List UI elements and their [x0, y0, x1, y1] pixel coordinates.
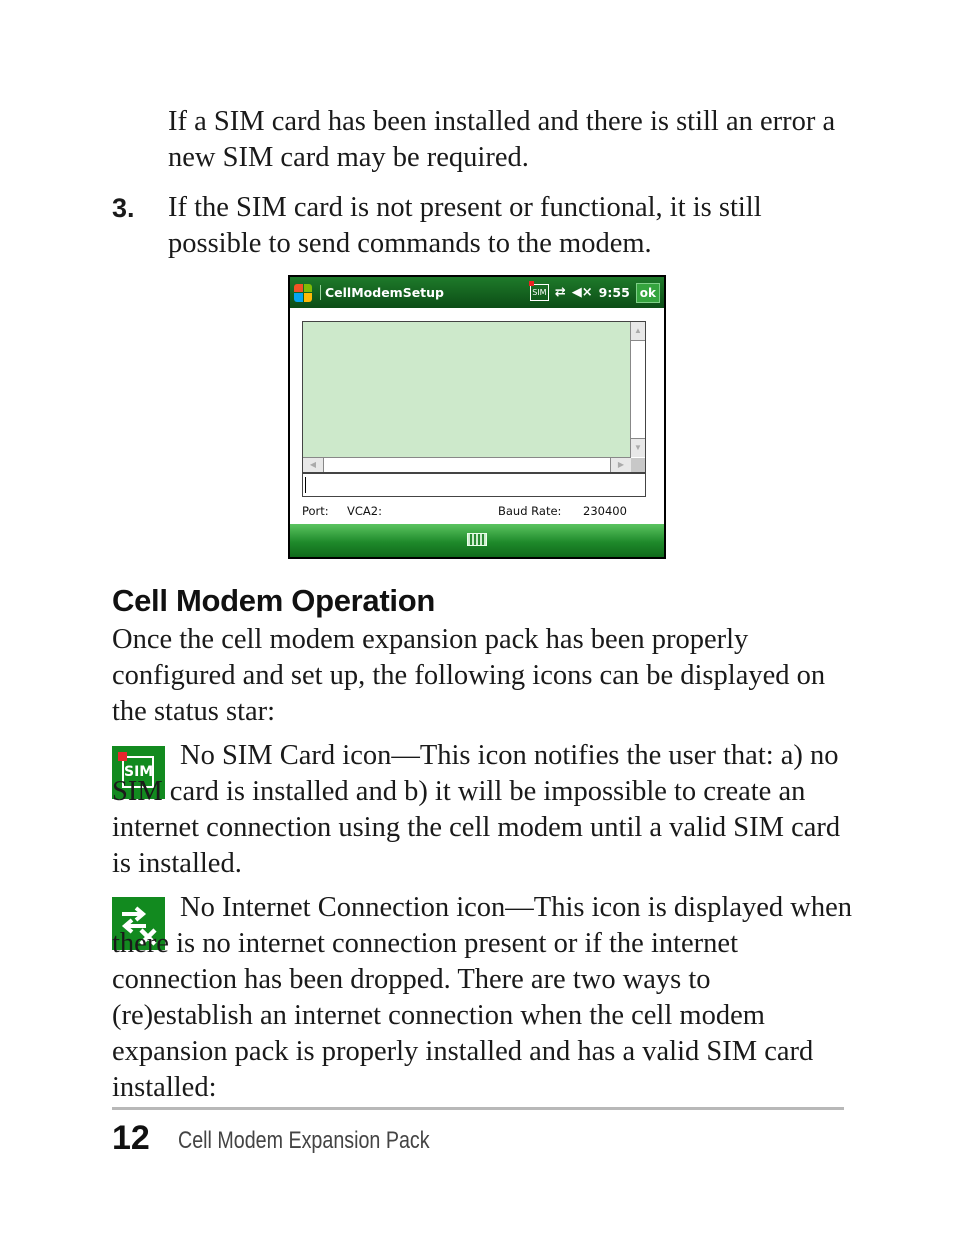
output-text-region — [303, 322, 631, 458]
title-bar — [290, 277, 664, 308]
baud-rate-label: Baud Rate: — [498, 504, 562, 518]
sim-card-label: SIM — [122, 756, 154, 788]
page-number: 12 — [112, 1119, 150, 1157]
no-sim-description: No SIM Card icon—This icon notifies the user that: a) no SIM card is installed and b) it will be impossible to create an internet connection using the cell modem until a valid SIM card is installed. — [112, 740, 841, 879]
scrollbar-corner — [631, 458, 645, 472]
connection-icon[interactable]: ⇄ — [554, 285, 566, 300]
section-heading: Cell Modem Operation — [112, 583, 435, 618]
clock[interactable]: 9:55 — [598, 285, 630, 300]
port-value: VCA2: — [347, 504, 382, 518]
windows-start-icon[interactable] — [294, 284, 312, 302]
soft-key-bar — [290, 524, 664, 557]
scroll-left-icon[interactable]: ◀ — [303, 458, 324, 472]
command-input[interactable] — [302, 473, 646, 497]
title-bar-status — [530, 283, 660, 303]
footer-title: Cell Modem Expansion Pack — [178, 1127, 430, 1154]
baud-rate-value: 230400 — [583, 504, 627, 518]
section-body: Once the cell modem expansion pack has been properly configured and set up, the following icons can be displayed on the status star: — [112, 624, 826, 727]
vertical-scrollbar[interactable] — [630, 322, 645, 472]
no-internet-description: No Internet Connection icon—This icon is displayed when there is no internet connection present or if the internet connection has been dropped. There are two ways to (re)establish an internet connection when the cell modem expansion pack is properly installed and has a valid SIM card installed: — [112, 892, 852, 1103]
step-3-number: 3. — [112, 193, 135, 223]
app-title: CellModemSetup — [320, 285, 444, 300]
ok-button[interactable]: ok — [636, 283, 660, 303]
output-textarea[interactable] — [302, 321, 646, 473]
scroll-up-icon[interactable]: ▲ — [631, 322, 645, 341]
scroll-right-icon[interactable]: ▶ — [610, 458, 631, 472]
speaker-icon[interactable]: ◀× — [571, 285, 593, 300]
step-intro-paragraph: If a SIM card has been installed and there is still an error a new SIM card may be required. — [168, 106, 836, 173]
app-client-area — [290, 308, 664, 524]
sim-icon[interactable]: SIM — [530, 284, 549, 301]
step-3-text: If the SIM card is not present or functional, it is still possible to send commands to the modem. — [168, 192, 762, 259]
port-label: Port: — [302, 504, 329, 518]
footer-divider — [112, 1107, 844, 1110]
horizontal-scrollbar[interactable] — [303, 457, 631, 472]
keyboard-icon[interactable] — [467, 533, 487, 546]
scroll-down-icon[interactable]: ▼ — [631, 438, 645, 457]
cellmodemsetup-screenshot — [288, 275, 666, 559]
